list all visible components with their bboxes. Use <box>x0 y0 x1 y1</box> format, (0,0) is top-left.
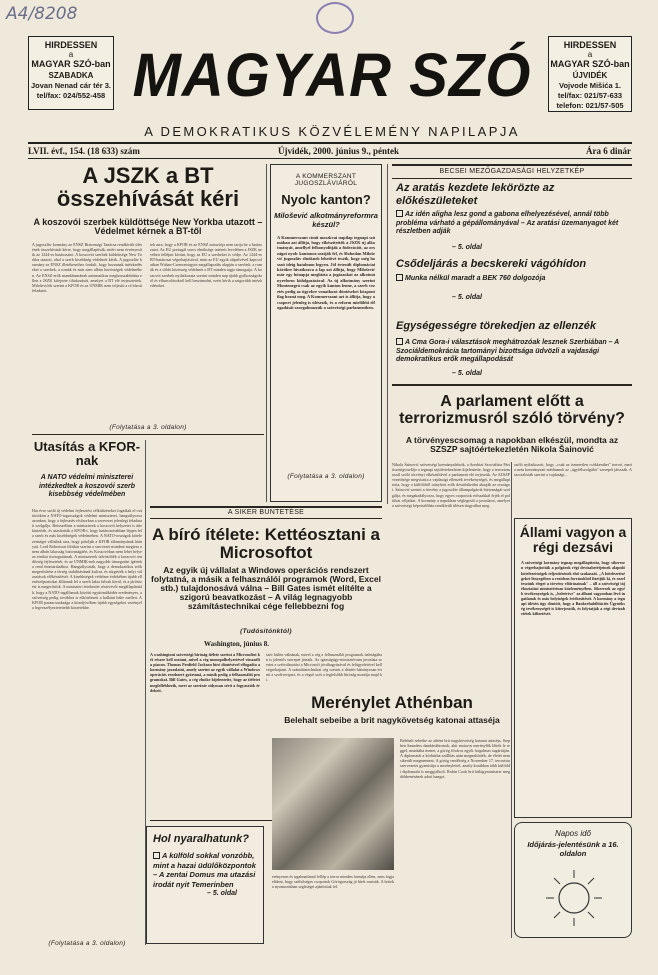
kommersant-body: A Kommerszant című moszkvai napilap tegnapi számában azt állítja, hogy elkészítették a JSZK új alkotmányát, amellyel felbonyolítják a föderációt, az országot nyolc kantonra osztják fel, és Slobodan Milošević jugoszláv elnöknek lehetővé teszik, hogy még hosszú ideig hatalmon legyen. Jól értesült diplomáciai körökre hivatkozva a lap azt állítja, hogy Milošević már egy hónapja megbízta a jogászokat az alkotmányreform kidolgozásával. Az új alkotmány szerint Montenegró csak az egyik kanton lenne, a szerb vezetés pedig az ügyekre vonatkozó döntéseket központilag hozná meg. A Kommerszant azt is állítja, hogy a csoport jelenleg is ülésezik, és a reform mielőbbi elfogadását szorgalmazzák a szövetségi parlamentben. <box>277 234 375 310</box>
becsei-teaser-2 <box>396 274 628 284</box>
ad-right-brand: MAGYAR SZÓ-ban <box>550 59 630 69</box>
checkbox-icon <box>396 274 403 281</box>
allami-box <box>514 518 632 818</box>
kfor-continued: (Folytatása a 3. oldalon) <box>48 940 126 947</box>
becsei-teaser-3 <box>396 338 628 365</box>
ad-right-addr: Vojvode Mišića 1. <box>559 81 621 90</box>
becsei-top-rule <box>392 164 632 166</box>
biro-dateline: Washington, június 8. <box>204 640 269 648</box>
parliament-headline: A parlament előtt a terrorizmusról szóló törvény? <box>399 393 625 427</box>
checkbox-icon <box>153 852 160 859</box>
hol-headline: Hol nyaralhatunk? <box>153 833 249 845</box>
hol-teaser <box>153 851 257 889</box>
weather-label: Napos idő <box>554 829 592 838</box>
kfor-headline: Utasítás a KFOR-nak <box>33 439 141 468</box>
volume-info: LVII. évf., 154. (18 633) szám <box>28 146 140 156</box>
masthead-title: MAGYAR SZÓ <box>132 41 532 110</box>
hol-teaser-text: A külföld sokkal vonzóbb, mint a hazai üdülőközpontok – A zentai Domus ma utazási irodát nyit Temerinben <box>153 851 256 889</box>
ad-left-brand: MAGYAR SZÓ-ban <box>31 59 111 69</box>
ad-box-left <box>28 36 114 110</box>
biro-headline: A bíró ítélete: Kettéosztani a Microsoftot <box>152 525 380 562</box>
lead-rule <box>32 434 264 435</box>
kommersant-continued: (Folytatása a 3. oldalon) <box>287 472 365 480</box>
biro-deck: Az egyik új vállalat a Windows operációs rendszert folytatná, a másik a felhasználói programok (Word, Excel stb.) tulajdonosává válna – Bill Gates ismét elítélte a szigorú beavatkozást – A világ legnagyobb számítástechnikai cége fellebbezni fog <box>151 565 381 611</box>
kfor-deck: A NATO védelmi miniszterei intézkedtek a koszovói szerb kisebbség védelmében <box>38 474 136 498</box>
lead-deck: A koszovói szerbek küldöttsége New Yorkba utazott – Védelmet kérnek a BT-től <box>33 217 263 237</box>
lead-body-col1: A jugoszláv kormány az ENSZ Biztonsági Tanácsa rendkívüli ülésének összehívását kérte, hogy megállapítsák, miért nem érvényesítik az 1244-es határozatot. A koszovói szerbek küldöttsége New Yorkba utazott, ahol a szerb kisebbség védelmét kérik. A jugoszláv kormány az ENSZ illetékeseihez fordult, hogy hozzanak intézkedéseket a szerbek, a romák és más nem albán közösségek védelmében. Az ENSZ-erők mandátumának automatikus meghosszabbítása ellen a JSZK kifejezte tiltakozását, amelyet a BT elé terjesztettek. Miloševićék szerint a KFOR és az UNMIK nem teljesíti a rá bízott feladatot. <box>32 242 142 293</box>
becsei-page-2: – 5. oldal <box>452 294 482 301</box>
ad-left-tel: tel/fax: 024/552-458 <box>36 91 106 100</box>
parliament-body-col1: Nikola Šainović szövetségi kormányalelnök, a Szerbiai Szocialista Párt tisztségviselője a tegnapi sajtóértekezleten kijelentette, hogy a terrorizmusról szóló törvényt elkészültével a parlament elé terjesztik. Az SZSZP vezetősége megvitatta a vajdasági ellenzék tevékenységét, és megállapította, hogy a külföldről irányított erők destabilizálni akarják az országot. Šainović szerint a törvény a jugoszláv állampolgárok biztonságát szolgálja, és megakadályozza, hogy egyes csoportok erőszakkal érjék el politikai céljaikat. A kormány a napokban véglegesíti a javaslatot, amelyet a szövetségi képviselőház rendkívüli ülésen tárgyalhat meg. <box>392 462 510 508</box>
checkbox-icon <box>396 210 403 217</box>
biro-source: (Tudósítónktól) <box>240 628 292 635</box>
biro-body-col1: A washingtoni szövetségi bíróság ítélete szerint a Microsoftot két részre kell osztani, mivel a cég monopolhelyzetével visszaélt a piacon. Thomas Penfield Jackson bíró döntésével elfogadta a kormány javaslatát, amely szerint az egyik vállalat a Windows operációs rendszert gyártaná, a másik pedig a felhasználói programokat. Bill Gates, a cég elnöke kijelentette, hogy az ítéletet megfellebbezik, mert az szerinte súlyosan sérti a fogyasztók érdekeit. <box>150 652 260 693</box>
checkbox-icon <box>396 338 403 345</box>
col-divider-3 <box>511 462 512 938</box>
car-wreck-photo <box>272 738 394 870</box>
price: Ára 6 dinár <box>586 146 631 156</box>
becsei-headline-1: Az aratás kezdete lekörözte az előkészületeket <box>396 182 555 207</box>
masthead-subtitle: A DEMOKRATIKUS KÖZVÉLEMÉNY NAPILAPJA <box>144 124 520 139</box>
merenylet-body-col2: erényesen és irgalmatlanul fellép a terror minden formája ellen, nem fogja eltűrni, hogy szélsőséges csoportok Görögország jó hírét rontsák. A britek a nyomozásban segítséget ajánlottak fel. <box>272 874 394 890</box>
hol-page: – 5. oldal <box>207 890 237 897</box>
archive-note: A4/8208 <box>6 4 78 24</box>
becsei-bottom-rule <box>392 384 632 386</box>
parliament-deck: A törvényescsomag a napokban elkészül, mondta az SZSZP sajtóértekezletén Nikola Šainović <box>405 435 619 454</box>
merenylet-headline: Merénylet Athénban <box>311 693 473 712</box>
merenylet-deck: Belehalt sebeibe a brit nagykövetség katonai attaséja <box>284 715 500 725</box>
becsei-kicker-rule <box>392 178 632 179</box>
biro-top-rule <box>150 506 382 508</box>
ad-box-right <box>548 36 632 112</box>
ad-right-tel2: telefon: 021/57-505 <box>556 101 624 110</box>
lead-continued: (Folytatása a 3. oldalon) <box>109 424 187 431</box>
ad-right-city: ÚJVIDÉK <box>572 71 608 80</box>
becsei-teaser-2-text: Munka nélkül maradt a BEK 760 dolgozója <box>405 275 546 282</box>
becsei-teaser-1 <box>396 210 628 237</box>
becsei-kicker: BECSEI MEZŐGAZDASÁGI HELYZETKÉP <box>439 168 585 175</box>
hol-box <box>146 826 264 944</box>
becsei-page-3: – 5. oldal <box>452 370 482 377</box>
parliament-body-col2: szóló nyilatkozott, hogy „csak az ismeretlen csökkenthet" terrort, mert a nem kormányzati médiumok az „ügyfélszolgálat" szerepét játsszák. A szocialisták szerint a vajdasági... <box>514 462 632 478</box>
biro-kicker: A SIKER BÜNTETÉSE <box>227 509 305 516</box>
becsei-teaser-3-text: A Cma Gora-i választások meghátrozóak lesznek Szerbiában – A Szociáldemokrácia tartományi bizottsága üdvözli a vajdasági demokratikus erők megállapodását <box>396 339 619 363</box>
weather-text: Időjárás-jelentésünk a 16. oldalon <box>527 840 619 858</box>
ad-right-tel1: tel/fax: 021/57-633 <box>557 91 623 100</box>
kfor-body: Hat évre szóló új védelmi fejlesztési célkitűzéseket fogadtak el csütörtökön a NATO-tagországok védelmi miniszterei, hangsúlyozva azonban, hogy a fejlesztés elsősorban a szervezet jelenlegi feladatait szolgálja. Brüsszelben a miniszterek a koszovói helyzetet is áttekintették, és utasították a KFOR-t, hogy határozottabban lépjen fel a szerb és más kisebbségek védelmében. A NATO-országok kötelezettséget vállaltak arra, hogy pótolják a KFOR állományának hiányait. Lord Robertson főtitkár szerint a szervezet mindent megtesz a nem albán lakosság biztonságáért, és Koszovóban nem lehet helye az etnikai tisztogatásnak. A miniszterek üdvözölték a koszovói rendőrség fejlesztését, és az UNMIK-nek nagyobb támogatást ígértek a rend fenntartásához. Hangsúlyozták, hogy a demokratikus erők megerősítése a térség stabilitásának kulcsa, és sürgették a helyi választások előkészítését. A kisebbségek védelme érdekében újabb ellenőrzőpontokat állítanak fel a szerb lakta falvak körül, és a járőrözést is megerősítik. A miniszteri értekezlet résztvevői megállapították, hogy a NATO-tagállamok közötti együttműködés eredményes, a szövetség pedig továbbra is elkötelezett a balkáni béke mellett. A KFOR parancsnoksága a közeljövőben újabb egységeket vezényel a legveszélyeztetettebb körzetekbe. <box>32 508 142 610</box>
becsei-page-1: – 5. oldal <box>452 244 482 251</box>
masthead-rule <box>28 142 632 144</box>
ad-right-hirdessen: HIRDESSEN <box>563 40 617 50</box>
ad-right-a: a <box>587 50 593 59</box>
kommersant-box <box>270 164 382 502</box>
dateline-rule <box>28 158 632 159</box>
ad-left-addr: Jovan Nenad cár tér 3. <box>30 81 112 90</box>
weather-box <box>514 822 632 938</box>
ad-left-a: a <box>68 50 74 59</box>
col-divider-2 <box>387 164 388 504</box>
becsei-headline-3: Egységességre törekedjen az ellenzék <box>396 320 596 332</box>
lead-body-col2: tek arra, hogy a KFOR és az ENSZ missziója nem tartja be a határozatot. Az EU portugál soros elnöksége intézett levelében a JSZK nevében fellépni kívánt, hogy az EU a szerbeket is védje. Az 1244-es BT-határozat végrehajtásával, mint az EU egyik alapelvével kapcsolatban Wuhan-Csernomirgyin megállapodás alapján a szerbek, a romák és a többi közösség védelmét a BT minden tagja támogatja. A koszovói szerbek nyilatkozata szerint minden nap újabb gyilkosságokról és elhurcolásokról kell beszámolni, ezért kérik a szigorúbb intézkedéseket. <box>150 242 262 288</box>
biro-body-col2: ször külön válnának, mivel a cég a felhasználói programok üzletágában is jelentős szerepet játszik. Az igazságügy-minisztérium javaslata szerint a szétválasztást a Microsoft jóváhagyásával és felügyeletével kell végrehajtani. A számítástechnikai cég szerint a döntés hátrányosan érinti a szoftveripart, és a végső szót a legfelsőbb bíróság mondja majd ki. <box>266 652 382 683</box>
ad-left-city: SZABADKA <box>48 71 94 80</box>
kommersant-kicker: A KOMMERSZANT JUGOSZLÁVIÁRÓL <box>294 173 358 187</box>
lead-headline: A JSZK a BT összehívását kéri <box>56 163 240 212</box>
issue-date: Újvidék, 2000. június 9., péntek <box>278 146 400 156</box>
becsei-headline-2: Csődeljárás a becskereki vágóhídon <box>396 258 587 270</box>
library-stamp <box>316 2 354 34</box>
col-divider-4 <box>266 164 267 502</box>
becsei-teaser-1-text: Az idén aligha lesz gond a gabona elhelyezésével, annál több probléma várható a gépállományával – Az aratási üzemanyagot két részletben adják <box>396 211 619 235</box>
kommersant-headline: Nyolc kanton? <box>281 192 371 207</box>
biro-kicker-rule <box>150 518 382 519</box>
allami-body: A szövetségi kormány tegnap megállapította, hogy sikeresen végrehajtották a polgárok régi devizabetétjeinek alapuló kötelezettségek teljesítésének első szakaszát. „A kötelezettségeket lényegében a rezidens forrásokból fizetjük ki, és ezzel teszünk eleget a törvény előírásainak" – áll a szövetségi tájékoztatási minisztérium közleményében. Sikeresek az egyéb tevékenységek is, „beleértve" az állami vagyonban lévő ingatlanok és más helyiségek értékesítését. A kormány a tegnapi ülésén úgy döntött, hogy a Bankrehabilitációs Ügynökség tevékenységét is kiterjesztik, és folytatják a régi devizabetétek kifizetését. <box>521 560 625 617</box>
allami-headline: Állami vagyon a régi dezsávi <box>519 524 627 555</box>
sun-icon <box>515 858 633 932</box>
ad-left-hirdessen: HIRDESSEN <box>44 40 98 50</box>
kommersant-deck: Milošević alkotmányreformra készül? <box>274 210 378 229</box>
merenylet-body-col1: Belehalt sebeibe az athéni brit nagykövetség katonai attaséja, Stephen Saunders dandártábornok, akit motoros merénylők lőttek le reggel, munkába menet, a görög főváros egyik forgalmas sugárútján. A diplomatát a kórházba szállítás után megműtötték, de életét nem sikerült megmenteni. A görög rendőrség a November 17. terrorista szervezetet gyanúsítja a merénylettel, amely korábban több külföldi diplomatát is meggyilkolt. Robin Cook brit külügyminiszter megdöbbenésének adott hangot. <box>400 738 510 779</box>
